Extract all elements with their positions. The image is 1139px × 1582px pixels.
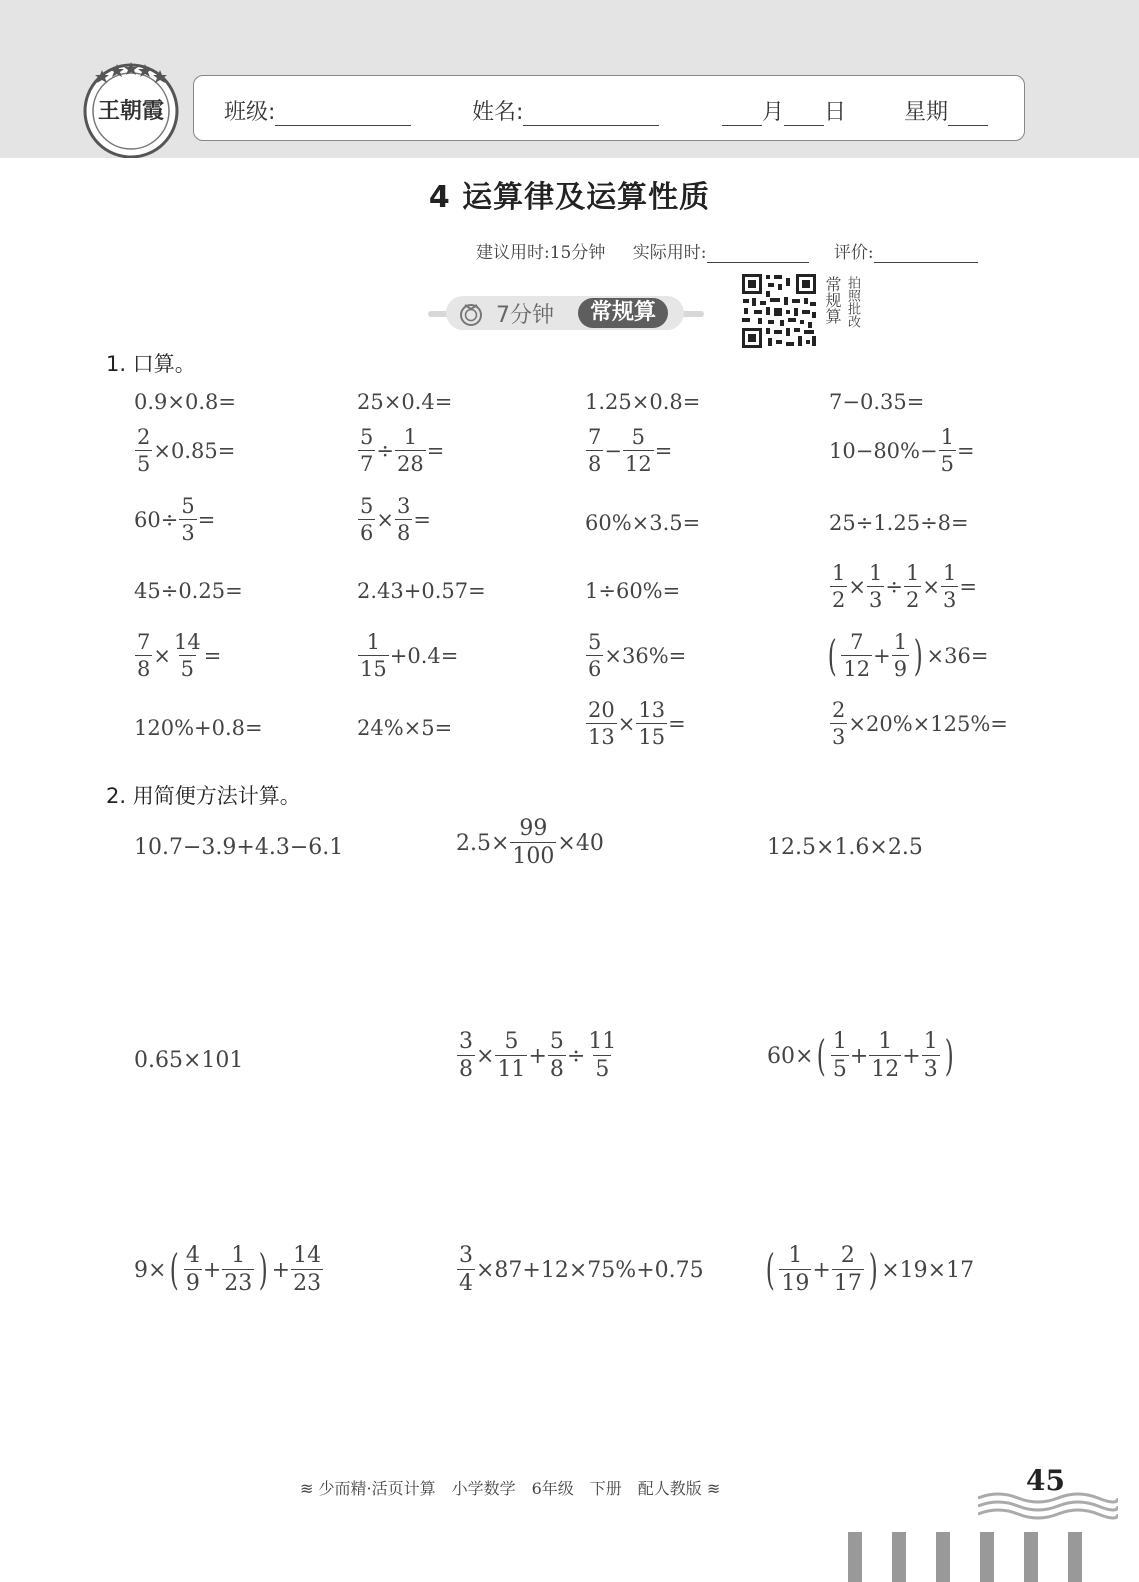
- fraction: $\frac{3}{4}$: [459, 1243, 473, 1296]
- calc-item: 60× ( $\frac{1}{5}$ + $\frac{1}{12}$ + $\frac{1}{3}$ ): [767, 1029, 954, 1082]
- calc-item: 2.5× $\frac{99}{100}$ ×40: [456, 816, 604, 869]
- fraction: $\frac{2}{17}$: [833, 1243, 862, 1296]
- name-field[interactable]: [472, 95, 659, 126]
- oral-item: 25×0.4=: [357, 390, 453, 414]
- oral-item: 25÷1.25÷8=: [829, 511, 969, 535]
- fraction: $\frac{1}{5}$: [832, 1029, 847, 1082]
- fraction: $\frac{3}{8}$: [396, 494, 411, 545]
- fraction: $\frac{5}{6}$: [588, 630, 602, 681]
- oral-item: $\frac{5}{6}$ × $\frac{3}{8}$ =: [360, 494, 431, 545]
- class-field[interactable]: [224, 95, 411, 126]
- q2-heading: 2. 用简便方法计算。: [106, 784, 301, 808]
- oral-item: $\frac{5}{6}$ ×36%=: [588, 630, 687, 681]
- actual-time-blank[interactable]: [707, 243, 809, 263]
- q1-heading: 1. 口算。: [106, 352, 196, 376]
- oral-item: 1÷60%=: [585, 579, 681, 603]
- month-blank[interactable]: [722, 100, 762, 126]
- fraction: $\frac{1}{28}$: [396, 425, 424, 476]
- oral-item: 45÷0.25=: [134, 579, 243, 603]
- calc-item: $\frac{3}{4}$ ×87+12×75%+0.75: [459, 1243, 704, 1296]
- fraction: $\frac{1}{3}$: [942, 561, 957, 612]
- fraction: $\frac{20}{13}$: [588, 698, 615, 749]
- calc-item: 12.5×1.6×2.5: [767, 835, 923, 860]
- fraction: $\frac{5}{12}$: [624, 425, 652, 476]
- qr-label-category: 常规算: [823, 276, 842, 324]
- oral-item: 1.25×0.8=: [585, 390, 701, 414]
- oral-item: 7−0.35=: [829, 390, 925, 414]
- oral-item: 2.43+0.57=: [357, 579, 486, 603]
- calc-item: 0.65×101: [134, 1048, 244, 1073]
- fraction: $\frac{1}{15}$: [360, 630, 387, 681]
- fraction: $\frac{5}{7}$: [360, 425, 374, 476]
- svg-text:王朝霞: 王朝霞: [97, 98, 165, 124]
- month-label: 月: [762, 100, 785, 125]
- fraction: $\frac{5}{11}$: [497, 1029, 526, 1082]
- actual-time-label: 实际用时:: [632, 243, 707, 263]
- evaluation-label: 评价:: [833, 243, 874, 263]
- fraction: $\frac{1}{19}$: [781, 1243, 810, 1296]
- oral-item: $\frac{1}{2}$ × $\frac{1}{3}$ ÷ $\frac{1}{2}$ × $\frac{1}{3}$ =: [832, 561, 977, 612]
- calc-item: ( $\frac{1}{19}$ + $\frac{2}{17}$ ) ×19×17: [765, 1243, 975, 1296]
- oral-item: ( $\frac{7}{12}$ + $\frac{1}{9}$ ) ×36=: [827, 630, 989, 681]
- fraction: $\frac{7}{8}$: [588, 425, 602, 476]
- fraction: $\frac{1}{12}$: [871, 1029, 900, 1082]
- qr-code-icon[interactable]: [740, 272, 818, 350]
- calc-item: $\frac{3}{8}$ × $\frac{5}{11}$ + $\frac{5}{8}$ ÷ $\frac{11}{5}$: [459, 1029, 617, 1082]
- fraction: $\frac{2}{3}$: [832, 698, 846, 749]
- oral-item: $\frac{5}{7}$ ÷ $\frac{1}{28}$ =: [360, 425, 445, 476]
- date-field[interactable]: [722, 95, 846, 126]
- oral-item: 10−80%− $\frac{1}{5}$ =: [829, 425, 975, 476]
- fraction: $\frac{99}{100}$: [512, 816, 555, 869]
- calc-item: 9× ( $\frac{4}{9}$ + $\frac{1}{23}$ ) + $\frac{14}{23}$: [134, 1243, 322, 1296]
- section-tag: 常规算: [578, 298, 668, 328]
- fraction: $\frac{4}{9}$: [185, 1243, 200, 1296]
- day-label: 日: [824, 100, 847, 125]
- page-title: 4 运算律及运算性质: [428, 180, 711, 215]
- fraction: $\frac{13}{15}$: [638, 698, 666, 749]
- oral-item: $\frac{7}{8}$ − $\frac{5}{12}$ =: [588, 425, 673, 476]
- fraction: $\frac{1}{9}$: [893, 630, 908, 681]
- day-blank[interactable]: [784, 100, 824, 126]
- fraction: $\frac{1}{2}$: [905, 561, 920, 612]
- calc-item: 10.7−3.9+4.3−6.1: [134, 835, 344, 860]
- oral-item: 24%×5=: [357, 716, 453, 740]
- oral-item: $\frac{1}{15}$ +0.4=: [360, 630, 459, 681]
- fraction: $\frac{11}{5}$: [588, 1029, 617, 1082]
- oral-item: $\frac{7}{8}$ × $\frac{14}{5}$ =: [137, 630, 222, 681]
- oral-item: $\frac{2}{5}$ ×0.85=: [137, 425, 236, 476]
- fraction: $\frac{14}{5}$: [173, 630, 201, 681]
- oral-item: 60%×3.5=: [585, 511, 701, 535]
- fraction: $\frac{7}{12}$: [843, 630, 871, 681]
- qr-label-action: 拍照批改: [845, 276, 860, 328]
- evaluation-blank[interactable]: [874, 243, 978, 263]
- fraction: $\frac{2}{5}$: [137, 425, 151, 476]
- suggested-time: 建议用时:15分钟: [476, 243, 606, 263]
- weekday-label: 星期: [904, 100, 949, 125]
- fraction: $\frac{1}{23}$: [224, 1243, 253, 1296]
- fraction: $\frac{5}{6}$: [360, 494, 374, 545]
- fraction: $\frac{1}{5}$: [940, 425, 954, 476]
- oral-item: $\frac{2}{3}$ ×20%×125%=: [832, 698, 1008, 749]
- oral-item: 60÷ $\frac{5}{3}$ =: [134, 494, 216, 545]
- class-blank[interactable]: [275, 100, 411, 126]
- name-label: 姓名:: [472, 100, 524, 125]
- footer-text: ≋ 少而精·活页计算 小学数学 6年级 下册 配人教版 ≋: [300, 1479, 721, 1498]
- page-number: 45: [1026, 1464, 1065, 1497]
- fraction: $\frac{1}{3}$: [868, 561, 883, 612]
- weekday-field[interactable]: [904, 95, 988, 126]
- class-label: 班级:: [224, 100, 276, 125]
- time-meta: [476, 238, 978, 263]
- fraction: $\frac{3}{8}$: [459, 1029, 473, 1082]
- fraction: $\frac{1}{3}$: [923, 1029, 938, 1082]
- fraction: $\frac{7}{8}$: [137, 630, 151, 681]
- fraction: $\frac{5}{3}$: [181, 494, 195, 545]
- oral-item: 120%+0.8=: [134, 716, 263, 740]
- section-time: 7分钟: [496, 303, 554, 328]
- fraction: $\frac{5}{8}$: [549, 1029, 564, 1082]
- fraction: $\frac{14}{23}$: [293, 1243, 322, 1296]
- medal-icon: [458, 301, 484, 327]
- fraction: $\frac{1}{2}$: [832, 561, 846, 612]
- oral-item: $\frac{20}{13}$ × $\frac{13}{15}$ =: [588, 698, 686, 749]
- edge-tab-bars: [846, 1532, 1096, 1582]
- name-blank[interactable]: [523, 100, 659, 126]
- oral-item: 0.9×0.8=: [134, 390, 236, 414]
- weekday-blank[interactable]: [948, 100, 988, 126]
- logo-seal: [82, 60, 180, 158]
